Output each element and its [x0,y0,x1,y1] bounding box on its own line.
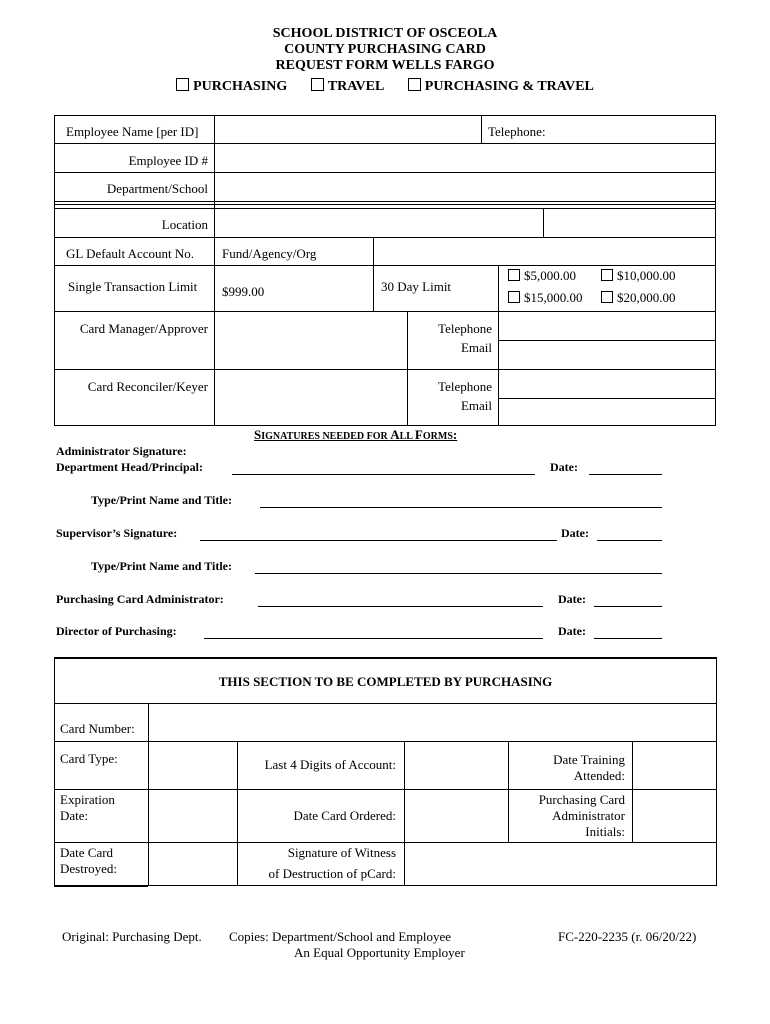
checkbox-icon[interactable] [601,269,613,281]
purchasing-card-administrator-line[interactable] [258,606,543,607]
pca-initials-label-line-1: Purchasing Card [538,792,625,807]
card-type-options [0,78,770,95]
footer-equal-opportunity: An Equal Opportunity Employer [294,945,465,960]
supervisor-signature-label: Supervisor’s Signature: [56,526,178,540]
supervisor-date-line[interactable] [597,540,662,541]
card-reconciler-field[interactable] [216,370,406,424]
card-number-label: Card Number: [60,721,135,736]
limit-option-10000[interactable]: $10,000.00 [601,268,676,284]
expiration-label-line-2: Date: [60,808,89,823]
manager-telephone-field[interactable] [500,312,714,339]
director-date-label: Date: [558,624,586,638]
director-of-purchasing-label: Director of Purchasing: [56,624,177,638]
employee-name-field[interactable] [216,116,480,142]
supervisor-signature-line[interactable] [200,540,557,541]
checkbox-icon[interactable] [176,78,189,91]
employee-name-label: Employee Name [per ID] [66,124,199,139]
reconciler-email-field[interactable] [500,399,714,424]
manager-email-field[interactable] [500,341,714,368]
manager-email-label: Email [460,340,492,355]
card-number-field[interactable] [150,704,715,740]
checkbox-icon[interactable] [311,78,324,91]
expiration-date-field[interactable] [150,790,236,841]
location-field[interactable] [216,209,542,236]
option-purchasing-travel[interactable]: PURCHASING & TRAVEL [408,78,594,95]
pca-date-label: Date: [558,592,586,606]
gl-account-label: GL Default Account No. [66,246,195,261]
date-card-ordered-field[interactable] [406,790,507,841]
limit-option-5000[interactable]: $5,000.00 [508,268,576,284]
option-travel[interactable]: TRAVEL [311,78,385,95]
limit-option-15000[interactable]: $15,000.00 [508,290,583,306]
fund-agency-org-label: Fund/Agency/Org [222,246,317,261]
form-title-line-2: COUNTY PURCHASING CARD [284,42,486,57]
reconciler-email-label: Email [460,398,492,413]
footer-form-number: FC-220-2235 (r. 06/20/22) [558,929,697,944]
date-label: Date: [550,460,578,474]
pca-initials-field[interactable] [634,790,715,841]
card-manager-field[interactable] [216,312,406,368]
form-title-line-1: SCHOOL DISTRICT OF OSCEOLA [272,26,498,41]
witness-signature-field[interactable] [406,843,715,884]
form-title-line-3: REQUEST FORM WELLS FARGO [275,58,495,73]
type-print-name-label: Type/Print Name and Title: [91,493,232,507]
employee-id-field[interactable] [216,144,714,171]
department-head-label: Department Head/Principal: [56,460,203,474]
date-card-ordered-label: Date Card Ordered: [293,808,396,823]
director-of-purchasing-line[interactable] [204,638,543,639]
date-destroyed-label-line-2: Destroyed: [60,861,118,876]
last-4-digits-field[interactable] [406,742,507,788]
checkbox-icon[interactable] [508,269,520,281]
last-4-digits-label: Last 4 Digits of Account: [264,757,396,772]
type-print-name-line-2[interactable] [255,573,662,574]
footer-copies: Copies: Department/School and Employee [229,929,452,944]
card-type-label: Card Type: [60,751,118,766]
date-destroyed-label-line-1: Date Card [60,845,114,860]
pca-initials-label-line-2: Administrator [552,808,625,823]
card-type-field[interactable] [150,742,236,788]
purchasing-card-administrator-label: Purchasing Card Administrator: [56,592,224,606]
date-training-field[interactable] [634,742,715,788]
purchasing-section-title: THIS SECTION TO BE COMPLETED BY PURCHASING [218,674,553,689]
30-day-limit-label: 30 Day Limit [381,279,452,294]
witness-signature-label-line-2: of Destruction of pCard: [268,866,396,881]
single-transaction-limit-value: $999.00 [222,284,265,299]
type-print-name-line[interactable] [260,507,662,508]
date-destroyed-field[interactable] [150,843,236,884]
reconciler-telephone-label: Telephone [438,379,492,394]
manager-telephone-label: Telephone [438,321,492,336]
supervisor-date-label: Date: [561,526,589,540]
department-head-date-line[interactable] [589,474,662,475]
department-head-signature-line[interactable] [232,474,535,475]
employee-id-label: Employee ID # [128,153,208,168]
single-transaction-limit-label: Single Transaction Limit [68,279,198,294]
pca-initials-label-line-3: Initials: [585,824,625,839]
checkbox-icon[interactable] [601,291,613,303]
location-label: Location [161,217,208,232]
signatures-heading: SIGNATURES NEEDED FOR ALL FORMS: [254,427,458,442]
card-manager-label: Card Manager/Approver [79,321,208,336]
department-field[interactable] [216,173,714,200]
administrator-signature-label: Administrator Signature: [56,444,187,458]
reconciler-telephone-field[interactable] [500,370,714,397]
gl-account-field[interactable] [375,238,714,264]
checkbox-icon[interactable] [508,291,520,303]
witness-signature-label-line-1: Signature of Witness [287,845,396,860]
limit-option-20000[interactable]: $20,000.00 [601,290,676,306]
option-purchasing[interactable]: PURCHASING [176,78,287,95]
pca-date-line[interactable] [594,606,662,607]
telephone-label: Telephone: [488,124,546,139]
date-training-label-line-1: Date Training [553,752,625,767]
director-date-line[interactable] [594,638,662,639]
type-print-name-label-2: Type/Print Name and Title: [91,559,232,573]
card-reconciler-label: Card Reconciler/Keyer [87,379,208,394]
footer-original: Original: Purchasing Dept. [62,929,202,944]
expiration-label-line-1: Expiration [60,792,115,807]
checkbox-icon[interactable] [408,78,421,91]
department-label: Department/School [106,181,208,196]
date-training-label-line-2: Attended: [573,768,625,783]
